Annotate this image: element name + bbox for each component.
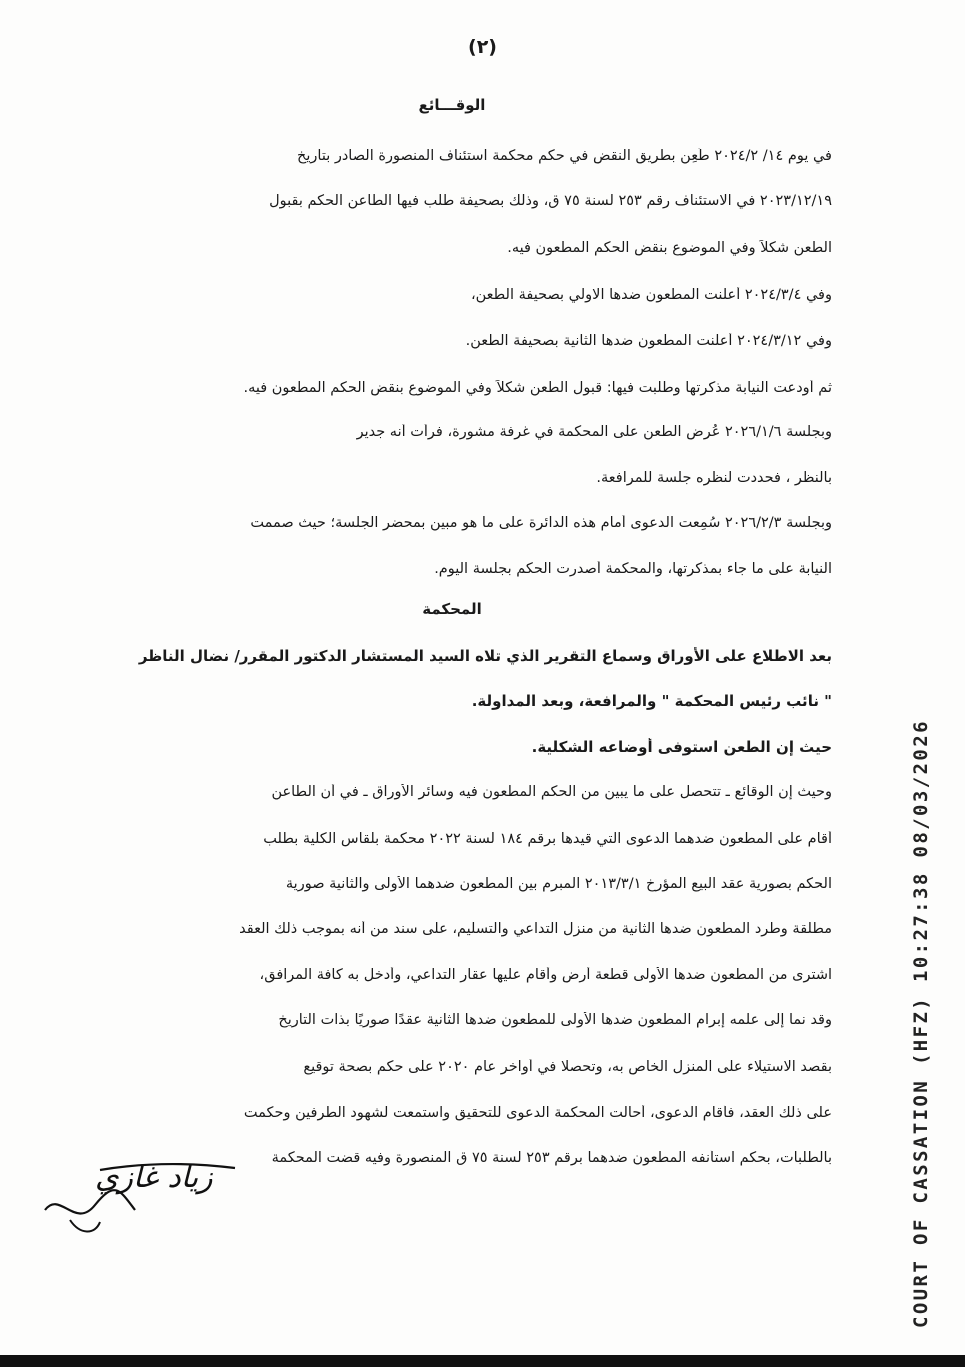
court-bold-line: " نائب رئيس المحكمة " والمرافعة، وبعد المداولة. bbox=[471, 692, 832, 710]
facts-line: وبجلسة ٢٠٢٦/٢/٣ سُمِعت الدعوى أمام هذه الدائرة على ما هو مبين بمحضر الجلسة؛ حيث صممت bbox=[250, 515, 832, 531]
facts-heading: الوقـــائع bbox=[418, 96, 486, 114]
facts-line: الطعن شكلاً وفي الموضوع بنقض الحكم المطعون فيه. bbox=[507, 240, 832, 256]
signature: زياد غازي bbox=[95, 1160, 213, 1195]
facts-line: وبجلسة ٢٠٢٦/١/٦ عُرض الطعن على المحكمة في غرفة مشورة، فرأت أنه جدير bbox=[356, 424, 832, 440]
page-number: (٢) bbox=[468, 36, 497, 58]
court-bold-line: بعد الاطلاع على الأوراق وسماع التقرير الذي تلاه السيد المستشار الدكتور المقرر/ نضال الناظر bbox=[138, 647, 832, 665]
court-line: بقصد الاستيلاء على المنزل الخاص به، وتحصلا في أواخر عام ٢٠٢٠ على حكم بصحة توقيع bbox=[303, 1059, 832, 1075]
facts-line: بالنظر ، فحددت لنظره جلسة للمرافعة. bbox=[596, 470, 832, 486]
court-line: وحيث إن الوقائع ـ تتحصل على ما يبين من الحكم المطعون فيه وسائر الأوراق ـ في أن الطاعن bbox=[271, 784, 832, 800]
court-line: مطلقة وطرد المطعون ضدها الثانية من منزل التداعي والتسليم، على سند من أنه بموجب ذلك العقد bbox=[239, 921, 832, 937]
court-line: الحكم بصورية عقد البيع المؤرخ ٢٠١٣/٣/١ المبرم بين المطعون ضدهما الأولى والثانية صورية bbox=[285, 876, 832, 892]
facts-line: ثم أودعت النيابة مذكرتها وطلبت فيها: قبول الطعن شكلاً وفي الموضوع بنقض الحكم المطعون فيه. bbox=[243, 380, 832, 396]
page-bottom-edge bbox=[0, 1355, 965, 1367]
court-line: أقام على المطعون ضدهما الدعوى التي قيدها برقم ١٨٤ لسنة ٢٠٢٢ محكمة بلقاس الكلية بطلب bbox=[263, 831, 832, 847]
court-line: وقد نما إلى علمه إبرام المطعون ضدها الأولى للمطعون ضدها الثانية عقدًا صوريًا بذات التاريخ bbox=[278, 1012, 832, 1028]
court-line: على ذلك العقد، فأقام الدعوى، أحالت المحكمة الدعوى للتحقيق واستمعت لشهود الطرفين وحكمت bbox=[243, 1105, 832, 1121]
facts-line: وفي ٢٠٢٤/٣/١٢ أعلنت المطعون ضدها الثانية بصحيفة الطعن. bbox=[465, 333, 832, 349]
facts-line: النيابة على ما جاء بمذكرتها، والمحكمة أصدرت الحكم بجلسة اليوم. bbox=[434, 561, 832, 577]
court-bold-line: حيث إن الطعن استوفى أوضاعه الشكلية. bbox=[531, 738, 832, 756]
facts-line: في يوم ١٤/ ٢٠٢٤/٢ طُعِن بطريق النقض في حكم محكمة استئناف المنصورة الصادر بتاريخ bbox=[297, 148, 832, 164]
facts-line: وفي ٢٠٢٤/٣/٤ أعلنت المطعون ضدها الاولي بصحيفة الطعن، bbox=[470, 287, 832, 303]
court-line: اشترى من المطعون ضدها الأولى قطعة أرض وأقام عليها عقار التداعي، وأدخل به كافة المرافق، bbox=[259, 967, 832, 983]
court-line: بالطلبات، بحكم استأنفه المطعون ضدهما برقم ٢٥٣ لسنة ٧٥ ق المنصورة وفيه قضت المحكمة bbox=[271, 1150, 832, 1166]
facts-line: ٢٠٢٣/١٢/١٩ في الاستئناف رقم ٢٥٣ لسنة ٧٥ ق، وذلك بصحيفة طلب فيها الطاعن الحكم بقبول bbox=[269, 193, 832, 209]
court-heading: المحكمة bbox=[422, 600, 482, 618]
court-stamp: COURT OF CASSATION (HFZ) 10:27:38 08/03/2026 bbox=[910, 719, 932, 1328]
